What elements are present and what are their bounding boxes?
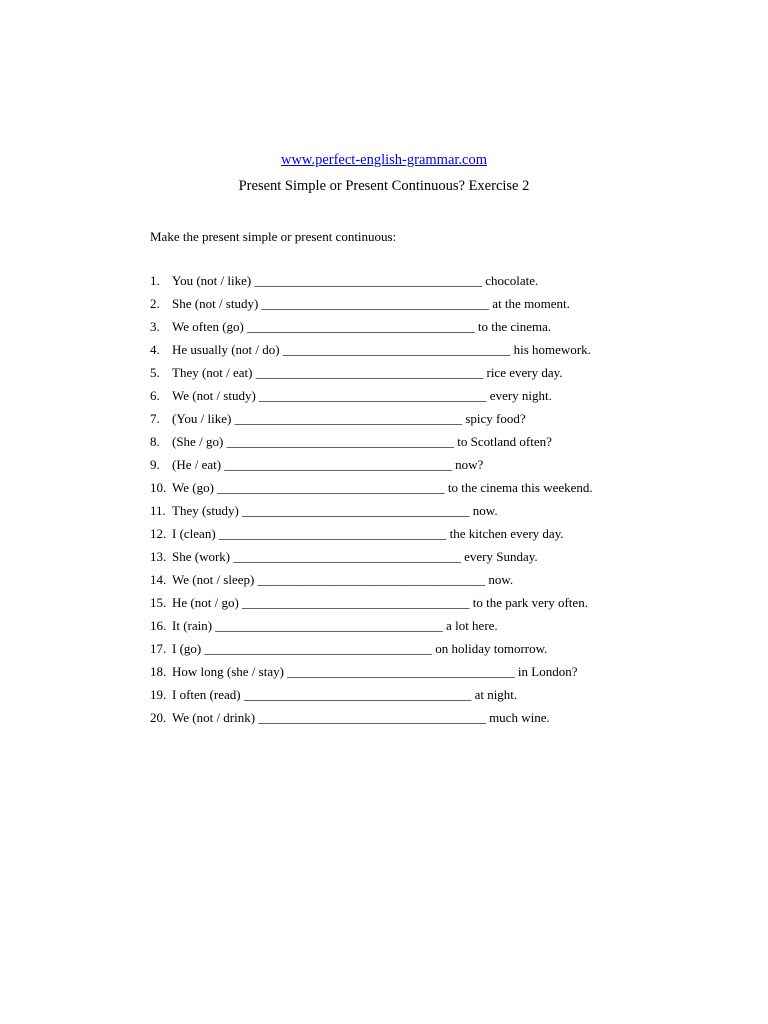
question-text: We often (go) ___________________________________ to the cinema. (172, 319, 552, 334)
question-number: 12. (150, 526, 167, 541)
question-text: We (not / study) ___________________________________ every night. (172, 388, 552, 403)
question-number: 10. (150, 480, 167, 495)
website-link[interactable]: www.perfect-english-grammar.com (280, 152, 487, 168)
exercise-title: Present Simple or Present Continuous? Exercise 2 (238, 178, 530, 194)
question-text: (He / eat) ___________________________________ now? (172, 457, 484, 472)
question-item (150, 686, 593, 709)
question-number: 7. (150, 411, 160, 426)
question-item (150, 295, 593, 318)
question-item (150, 571, 593, 594)
question-number: 8. (150, 434, 160, 449)
question-item (150, 525, 593, 548)
instructions-text: Make the present simple or present continuous: (150, 229, 397, 244)
question-number: 5. (150, 365, 160, 380)
question-text: You (not / like) ___________________________________ chocolate. (172, 273, 539, 288)
question-number: 17. (150, 641, 167, 656)
question-item (150, 548, 593, 571)
question-number: 13. (150, 549, 167, 564)
question-text: We (not / drink) ___________________________________ much wine. (172, 710, 550, 725)
question-number: 2. (150, 296, 160, 311)
question-number: 18. (150, 664, 167, 679)
question-number: 19. (150, 687, 167, 702)
question-number: 20. (150, 710, 167, 725)
question-item (150, 318, 593, 341)
question-text: He usually (not / do) ___________________________________ his homework. (172, 342, 591, 357)
question-text: (You / like) ___________________________________ spicy food? (172, 411, 526, 426)
question-list (150, 272, 593, 732)
question-item (150, 709, 593, 732)
question-number: 3. (150, 319, 160, 334)
question-item (150, 479, 593, 502)
question-item (150, 387, 593, 410)
question-item (150, 640, 593, 663)
question-text: How long (she / stay) ___________________________________ in London? (172, 664, 578, 679)
question-text: I (go) ___________________________________ on holiday tomorrow. (172, 641, 548, 656)
question-text: (She / go) ___________________________________ to Scotland often? (172, 434, 552, 449)
question-number: 1. (150, 273, 160, 288)
question-text: We (go) ___________________________________ to the cinema this weekend. (172, 480, 593, 495)
question-item (150, 433, 593, 456)
question-item (150, 502, 593, 525)
question-text: She (not / study) ___________________________________ at the moment. (172, 296, 570, 311)
question-text: We (not / sleep) ___________________________________ now. (172, 572, 514, 587)
question-item (150, 617, 593, 640)
question-number: 16. (150, 618, 167, 633)
question-number: 11. (150, 503, 166, 518)
question-text: I often (read) ___________________________________ at night. (172, 687, 518, 702)
question-number: 6. (150, 388, 160, 403)
question-text: He (not / go) ___________________________________ to the park very often. (172, 595, 588, 610)
question-item (150, 272, 593, 295)
question-number: 4. (150, 342, 160, 357)
question-item (150, 364, 593, 387)
question-number: 15. (150, 595, 167, 610)
question-text: They (not / eat) ___________________________________ rice every day. (172, 365, 563, 380)
question-number: 9. (150, 457, 160, 472)
question-text: They (study) ___________________________________ now. (172, 503, 498, 518)
question-item (150, 594, 593, 617)
question-number: 14. (150, 572, 167, 587)
question-item (150, 456, 593, 479)
question-text: It (rain) ___________________________________ a lot here. (172, 618, 498, 633)
question-item (150, 341, 593, 364)
question-text: I (clean) ___________________________________ the kitchen every day. (172, 526, 564, 541)
question-item (150, 410, 593, 433)
question-text: She (work) ___________________________________ every Sunday. (172, 549, 538, 564)
question-item (150, 663, 593, 686)
